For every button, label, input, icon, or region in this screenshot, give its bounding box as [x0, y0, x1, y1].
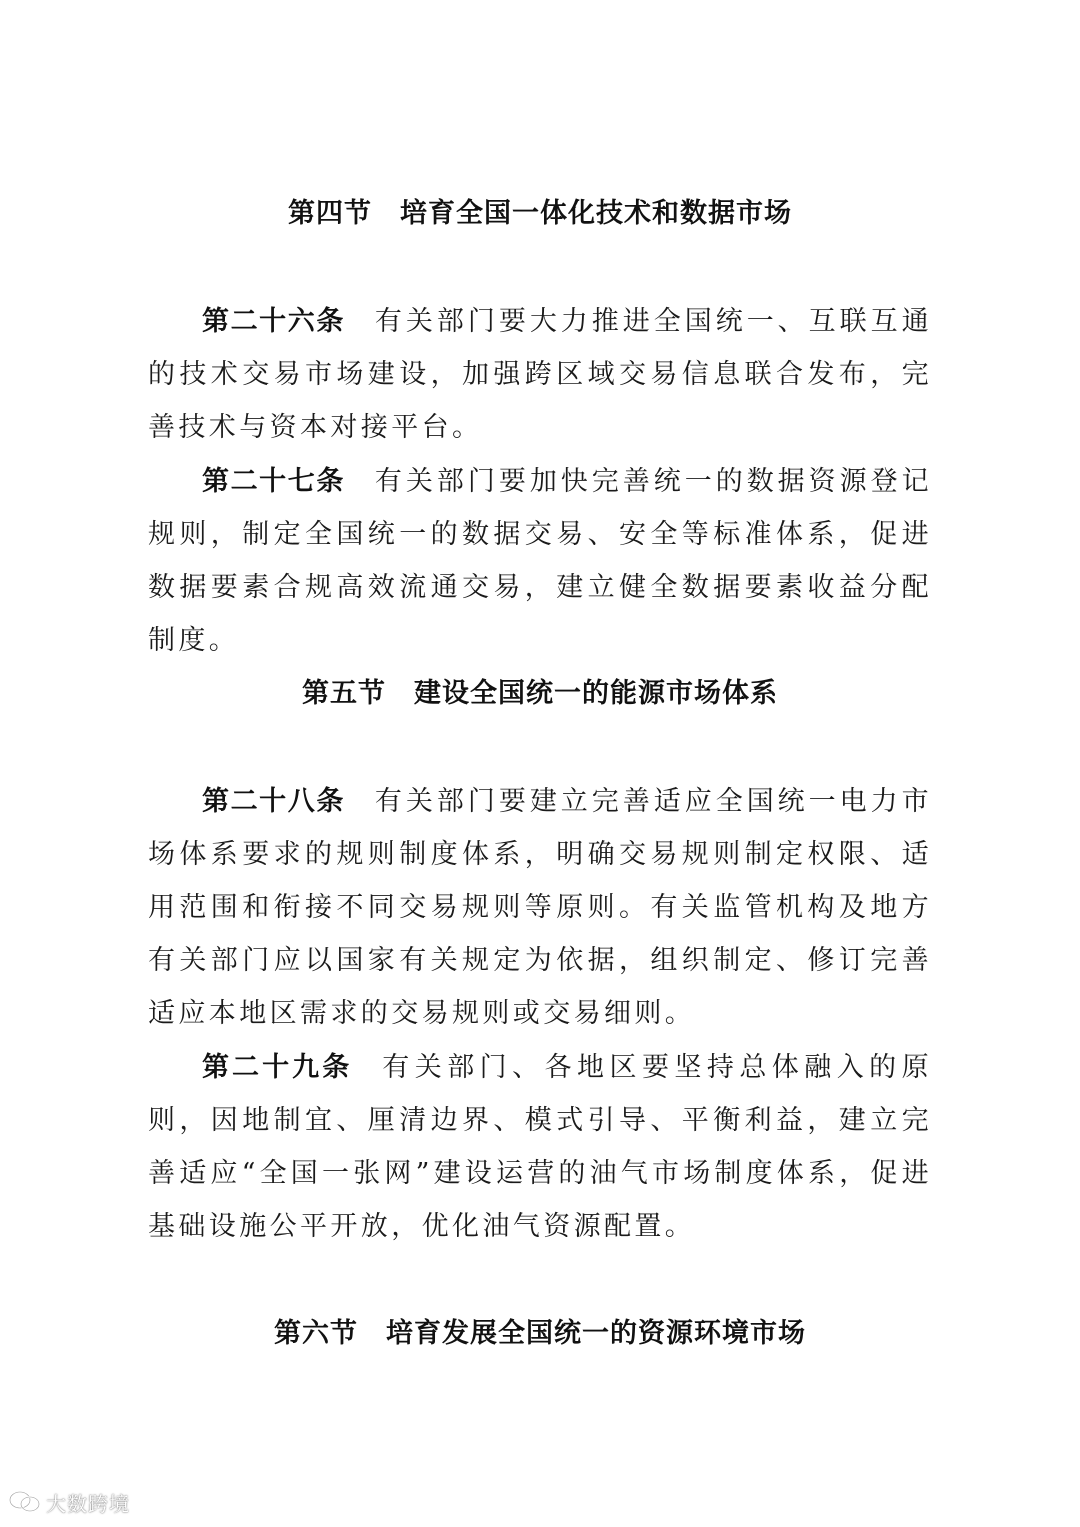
- watermark-text: 大数跨境: [46, 1491, 130, 1516]
- section-title-4: 第四节 培育全国一体化技术和数据市场: [288, 198, 792, 229]
- article-text: 有关部门、各地区要坚持总体融入的原则，因地制宜、厘清边界、模式引导、平衡利益，建立完善适应“全国一张网”建设运营的油气市场制度体系，促进基础设施公平开放，优化油气资源配置。: [148, 1052, 933, 1242]
- article-text: 有关部门要加快完善统一的数据资源登记规则，制定全国统一的数据交易、安全等标准体系，促进数据要素合规高效流通交易，建立健全数据要素收益分配制度。: [148, 466, 933, 656]
- section-title-5: 第五节 建设全国统一的能源市场体系: [302, 678, 778, 709]
- article-29: [148, 1041, 932, 1253]
- article-number: 第二十八条: [202, 786, 345, 817]
- watermark: [8, 1488, 130, 1516]
- wechat-logo-icon: [8, 1489, 42, 1515]
- article-26: [148, 295, 932, 454]
- article-number: 第二十七条: [202, 466, 345, 497]
- article-number: 第二十六条: [202, 306, 345, 337]
- article-number: 第二十九条: [202, 1052, 353, 1083]
- article-text: 有关部门要建立完善适应全国统一电力市场体系要求的规则制度体系，明确交易规则制定权限、适用范围和衔接不同交易规则等原则。有关监管机构及地方有关部门应以国家有关规定为依据，组织制定、修订完善适应本地区需求的交易规则或交易细则。: [148, 786, 933, 1029]
- section-title-6: 第六节 培育发展全国统一的资源环境市场: [274, 1318, 806, 1349]
- article-28: [148, 775, 932, 1040]
- article-27: [148, 455, 932, 667]
- article-text: 有关部门要大力推进全国统一、互联互通的技术交易市场建设，加强跨区域交易信息联合发布，完善技术与资本对接平台。: [148, 306, 933, 443]
